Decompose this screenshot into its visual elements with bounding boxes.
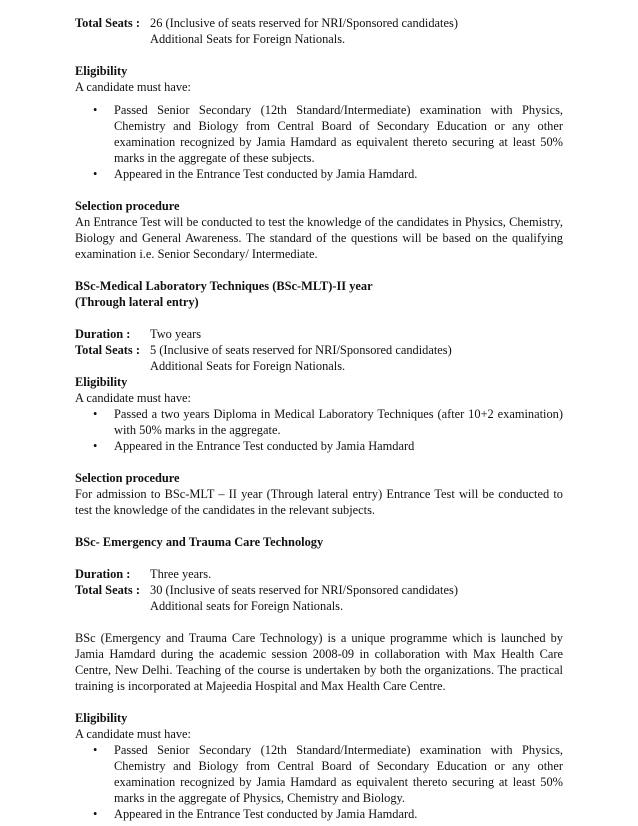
bullet-icon: •: [93, 103, 98, 117]
s2-eligibility-heading: Eligibility: [75, 375, 128, 389]
list-item: • Passed a two years Diploma in Medical Laboratory Techniques (after 10+2 examination) with 50% marks in the aggregate.: [93, 407, 563, 437]
s3-seats-row: [75, 582, 563, 598]
s3-seats-extra-row: [75, 598, 563, 614]
s2-duration-value: Two years: [150, 327, 202, 341]
list-item: • Appeared in the Entrance Test conducted by Jamia Hamdard.: [93, 807, 418, 821]
bullet-icon: •: [93, 439, 98, 453]
s1-seats-row: [75, 15, 563, 31]
s2-seats-value: 5 (Inclusive of seats reserved for NRI/Sponsored candidates): [150, 343, 452, 357]
s3-seats-extra: Additional seats for Foreign Nationals.: [150, 599, 344, 613]
list-item: • Passed Senior Secondary (12th Standard/Intermediate) examination with Physics, Chemistry and Biology from Central Board of Secondary Education or any other examination recognized by Jamia Hamdard as equivalent thereto securing at least 50% marks in the aggregate of these subjects.: [93, 103, 563, 165]
s1-selection-text: An Entrance Test will be conducted to test the knowledge of the candidates in Physics, Chemistry, Biology and General Awareness. The standard of the questions will be based on the qualifying examination i.e. Senior Secondary/ Intermediate.: [75, 215, 563, 261]
list-item: • Appeared in the Entrance Test conducted by Jamia Hamdard: [93, 439, 415, 453]
bullet-icon: •: [93, 743, 98, 757]
s3-eligibility-heading: Eligibility: [75, 711, 128, 725]
s1-seats-extra: Additional Seats for Foreign Nationals.: [150, 32, 346, 46]
s2-seats-extra: Additional Seats for Foreign Nationals.: [150, 359, 346, 373]
s1-selection-heading: Selection procedure: [75, 199, 180, 213]
s1-eligibility-intro: A candidate must have:: [75, 80, 191, 94]
list-item: • Appeared in the Entrance Test conducted by Jamia Hamdard.: [93, 167, 418, 181]
s2-seats-label: Total Seats :: [75, 343, 140, 357]
s2-seats-row: [75, 342, 563, 358]
s3-duration-label: Duration :: [75, 567, 131, 581]
s1-seats-extra-row: [75, 31, 563, 47]
s3-seats-label: Total Seats :: [75, 583, 140, 597]
document-page: [75, 15, 563, 822]
list-item: • Passed Senior Secondary (12th Standard/Intermediate) examination with Physics, Chemistry and Biology from Central Board of Secondary Education or any other examination recognized by Jamia Hamdard as equivalent thereto securing at least 50% marks in the aggregate of Physics, Chemistry and Biology.: [93, 743, 563, 805]
s1-seats-label: Total Seats :: [75, 16, 140, 30]
s2-selection-heading: Selection procedure: [75, 471, 180, 485]
s2-subtitle: (Through lateral entry): [75, 295, 199, 309]
s3-eligibility-intro: A candidate must have:: [75, 727, 191, 741]
s2-eligibility-intro: A candidate must have:: [75, 391, 191, 405]
s2-title: BSc-Medical Laboratory Techniques (BSc-MLT)-II year: [75, 279, 373, 293]
s2-duration-label: Duration :: [75, 327, 131, 341]
s2-duration-row: [75, 326, 563, 342]
s2-seats-extra-row: [75, 358, 563, 374]
s3-title: BSc- Emergency and Trauma Care Technology: [75, 535, 324, 549]
bullet-icon: •: [93, 167, 98, 181]
s1-eligibility-heading: Eligibility: [75, 64, 128, 78]
s3-duration-row: [75, 566, 563, 582]
s3-duration-value: Three years.: [150, 567, 212, 581]
bullet-icon: •: [93, 807, 98, 821]
s3-intro-paragraph: BSc (Emergency and Trauma Care Technology) is a unique programme which is launched by Jamia Hamdard during the academic session 2008-09 in collaboration with Max Health Care Centre, New Delhi. Teaching of the course is undertaken by both the organizations. The practical training is incorporated at Majeedia Hospital and Max Health Care Centre.: [75, 631, 563, 693]
s2-selection-text: For admission to BSc-MLT – II year (Through lateral entry) Entrance Test will be conducted to test the knowledge of the candidates in the relevant subjects.: [75, 487, 563, 517]
s1-eligibility-list: [75, 102, 563, 182]
s3-eligibility-list: [75, 742, 563, 822]
s2-eligibility-list: [75, 406, 563, 454]
bullet-icon: •: [93, 407, 98, 421]
s1-seats-value: 26 (Inclusive of seats reserved for NRI/Sponsored candidates): [150, 16, 458, 30]
s3-seats-value: 30 (Inclusive of seats reserved for NRI/Sponsored candidates): [150, 583, 458, 597]
